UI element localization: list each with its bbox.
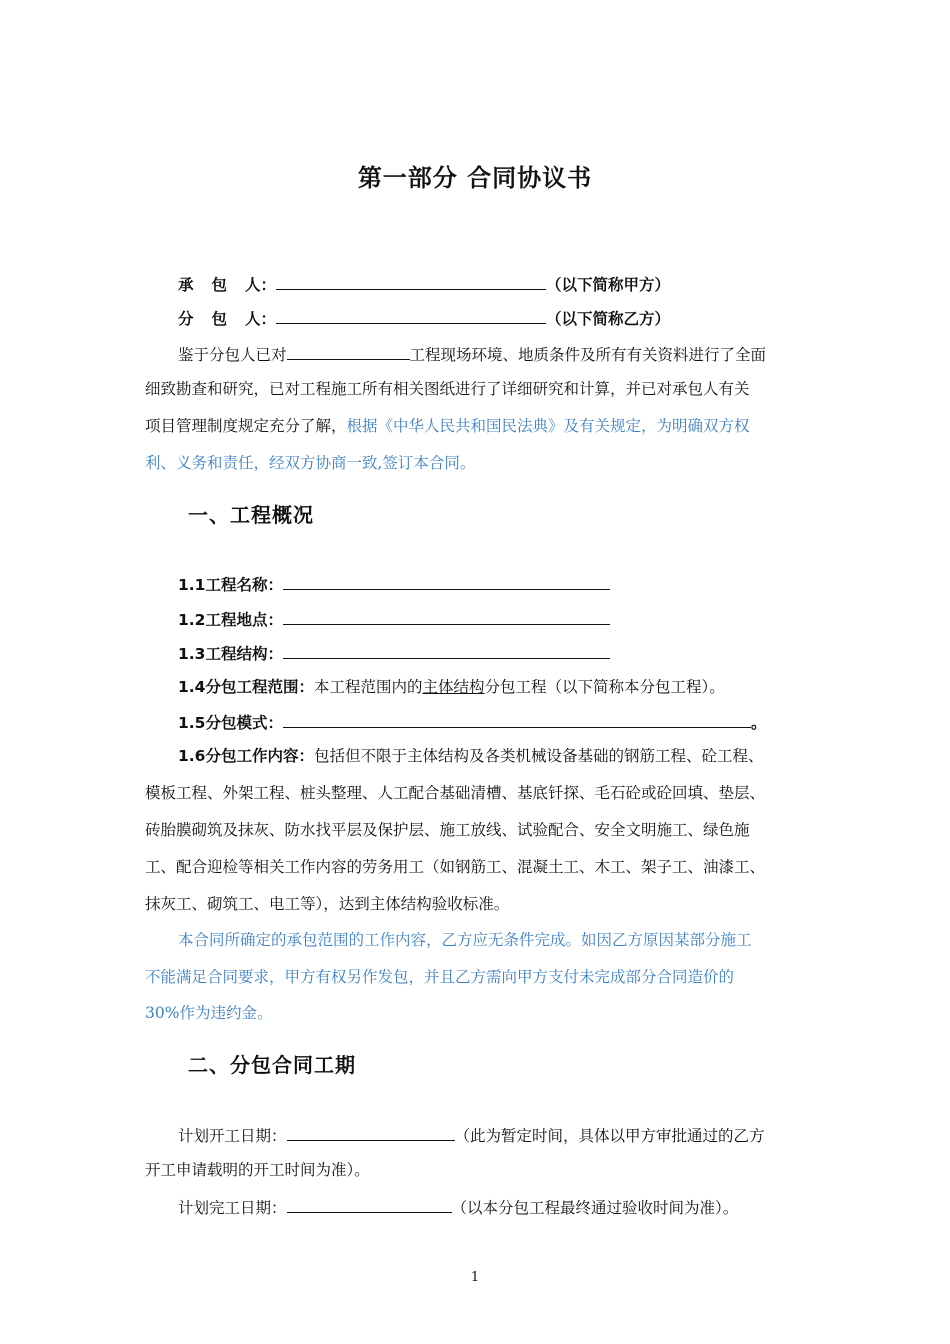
intro-text: 工程现场环境、地质条件及所有有关资料进行了全面	[409, 346, 767, 364]
scope-label: 1.4分包工程范围：	[178, 678, 314, 696]
start-date-note: （此为暂定时间，具体以甲方审批通过的乙方	[454, 1127, 765, 1145]
contractor-blank[interactable]	[276, 273, 546, 290]
project-structure-label: 1.3工程结构：	[178, 645, 283, 663]
penalty-line-2: 不能满足合同要求，甲方有权另作发包，并且乙方需向甲方支付未完成部分合同造价的	[145, 968, 735, 986]
contractor-label: 承包人：	[178, 276, 277, 294]
project-blank[interactable]	[287, 343, 410, 360]
scope-text: 分包工程（以下简称本分包工程）。	[484, 678, 725, 696]
intro-highlight: 根据《中华人民共和国民法典》及有关规定，为明确双方权	[346, 417, 750, 435]
mode-end: 。	[750, 714, 767, 732]
subcontractor-line	[178, 307, 670, 329]
start-date-blank[interactable]	[287, 1124, 455, 1141]
content-line-3: 砖胎膜砌筑及抹灰、防水找平层及保护层、施工放线、试验配合、安全文明施工、绿色施	[145, 821, 750, 839]
intro-line-3	[145, 416, 750, 436]
project-name-blank[interactable]	[283, 573, 610, 590]
subcontractor-label: 分包人：	[178, 310, 277, 328]
scope-text: 本工程范围内的	[313, 678, 423, 696]
content-line-4: 工、配合迎检等相关工作内容的劳务用工（如钢筋工、混凝土工、木工、架子工、油漆工、	[145, 858, 766, 876]
project-location-blank[interactable]	[283, 608, 610, 625]
start-date-label: 计划开工日期：	[178, 1127, 287, 1145]
project-location-label: 1.2工程地点：	[178, 611, 283, 629]
intro-text: 鉴于分包人已对	[178, 346, 287, 364]
start-date-note-2: 开工申请载明的开工时间为准）。	[145, 1161, 370, 1179]
end-date-label: 计划完工日期：	[178, 1199, 287, 1217]
intro-line-4: 利、义务和责任，经双方协商一致,签订本合同。	[145, 454, 476, 472]
project-structure-line	[178, 642, 610, 664]
project-name-label: 1.1工程名称：	[178, 576, 283, 594]
subcontractor-blank[interactable]	[276, 307, 546, 324]
page-title: 第一部分 合同协议书	[357, 164, 593, 192]
content-line-5: 抹灰工、砌筑工、电工等），达到主体结构验收标准。	[145, 895, 510, 913]
contractor-suffix: （以下简称甲方）	[546, 276, 671, 294]
penalty-line-3: 30%作为违约金。	[145, 1004, 273, 1022]
mode-blank[interactable]	[283, 711, 751, 728]
project-location-line	[178, 608, 610, 630]
content-line-1	[178, 746, 763, 766]
content-text: 包括但不限于主体结构及各类机械设备基础的钢筋工程、砼工程、	[313, 747, 764, 765]
intro-line-1	[178, 343, 766, 365]
page-number: 1	[470, 1270, 480, 1285]
contractor-line	[178, 273, 670, 295]
end-date-line	[178, 1196, 738, 1218]
intro-text: 项目管理制度规定充分了解，	[145, 417, 347, 435]
penalty-line-1: 本合同所确定的承包范围的工作内容，乙方应无条件完成。如因乙方原因某部分施工	[178, 931, 752, 949]
intro-line-2: 细致勘查和研究，已对工程施工所有相关图纸进行了详细研究和计算，并已对承包人有关	[145, 380, 750, 398]
scope-line	[178, 677, 725, 697]
end-date-blank[interactable]	[287, 1196, 452, 1213]
subcontractor-suffix: （以下简称乙方）	[546, 310, 671, 328]
section-1-heading: 一、工程概况	[188, 503, 314, 527]
mode-label: 1.5分包模式：	[178, 714, 283, 732]
content-label: 1.6分包工作内容：	[178, 747, 314, 765]
section-2-heading: 二、分包合同工期	[188, 1053, 356, 1077]
mode-line	[178, 711, 766, 733]
content-line-2: 模板工程、外架工程、桩头整理、人工配合基础清槽、基底钎探、毛石砼或砼回填、垫层、	[145, 784, 766, 802]
project-name-line	[178, 573, 610, 595]
project-structure-blank[interactable]	[283, 642, 610, 659]
scope-underlined: 主体结构	[422, 678, 485, 696]
end-date-note: （以本分包工程最终通过验收时间为准）。	[451, 1199, 739, 1217]
start-date-line	[178, 1124, 765, 1146]
